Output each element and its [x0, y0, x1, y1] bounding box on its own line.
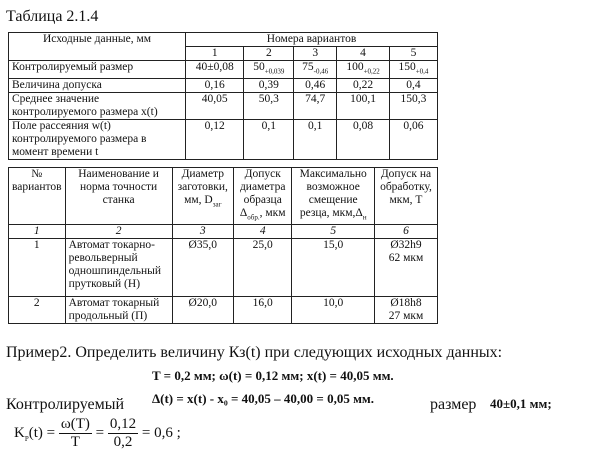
table-caption: Таблица 2.1.4 [6, 8, 99, 25]
table-row [9, 93, 438, 120]
header-machining: Допуск на обработку, мкм, Т [374, 168, 437, 225]
column-number: 5 [292, 225, 375, 239]
source-data-table [8, 32, 438, 160]
cell-value: 0,1 [294, 120, 337, 160]
column-number: 4 [233, 225, 292, 239]
cell-value: 0,08 [337, 120, 390, 160]
cell-value: $75_{-0,46}$ [294, 61, 337, 79]
variant-number: 3 [294, 47, 337, 61]
variant-number: 2 [244, 47, 294, 61]
cell-variant: 1 [9, 239, 66, 297]
header-shift: Максимально возможное смещение резца, $мкм,\Delta_н$ [292, 168, 375, 225]
header-variants: Номера вариантов [186, 33, 438, 47]
cell-shift: 15,0 [292, 239, 375, 297]
fraction-symbolic: $\frac{\omega(T)}{T}$ [60, 416, 90, 450]
cell-shift: 10,0 [292, 297, 375, 324]
machine-table [8, 167, 438, 324]
variant-number: 1 [186, 47, 244, 61]
cell-value: 150,3 [389, 93, 437, 120]
column-number: 3 [172, 225, 233, 239]
table-row [9, 239, 438, 297]
row-label: Величина допуска [9, 79, 186, 93]
header-tolerance: Допуск диаметра образца $\Delta_{обр.}$, мкм [233, 168, 292, 225]
formula-inputs: T = 0,2 мм; ω(t) = 0,12 мм; x(t) = 40,05 мм. [152, 368, 394, 383]
label-controlled: Контролируемый [6, 396, 125, 413]
cell-value: 74,7 [294, 93, 337, 120]
table-row [9, 120, 438, 160]
cell-value: 0,1 [244, 120, 294, 160]
cell-value: 0,16 [186, 79, 244, 93]
formula-delta: Δ(t) = x(t) - x₀ = 40,05 – 40,00 = 0,05 мм. [152, 391, 375, 406]
cell-value: 0,06 [389, 120, 437, 160]
cell-value: $100_{+0,22}$ [337, 61, 390, 79]
header-source-data: Исходные данные, мм [9, 33, 186, 61]
cell-value: 40,05 [186, 93, 244, 120]
example-heading: Пример2. Определить величину Кз(t) при следующих исходных данных: [6, 344, 503, 361]
cell-machine: Автомат токарный продольный (П) [65, 297, 172, 324]
size-value: 40±0,1 мм; [490, 396, 552, 411]
cell-diameter: Ø35,0 [172, 239, 233, 297]
variant-number: 5 [389, 47, 437, 61]
cell-value: 50,3 [244, 93, 294, 120]
cell-machining: Ø18h8 27 мкм [374, 297, 437, 324]
cell-value: $50_{+0,039}$ [244, 61, 294, 79]
cell-machining: Ø32h9 62 мкм [374, 239, 437, 297]
cell-tolerance: 16,0 [233, 297, 292, 324]
column-number: 1 [9, 225, 66, 239]
header-diameter: Диаметр заготовки, мм, $D_{заг}$ [172, 168, 233, 225]
cell-machine: Автомат токарно-револьверный одношпиндельный прутковый (Н) [65, 239, 172, 297]
variant-number: 4 [337, 47, 390, 61]
cell-tolerance: 25,0 [233, 239, 292, 297]
cell-value: $150_{+0,4}$ [389, 61, 437, 79]
header-machine-name: Наименование и норма точности станка [65, 168, 172, 225]
row-label: Среднее значение контролируемого размера x(t) [9, 93, 186, 120]
row-label: Контролируемый размер [9, 61, 186, 79]
table-row [9, 297, 438, 324]
cell-value: 0,12 [186, 120, 244, 160]
cell-value: 0,22 [337, 79, 390, 93]
cell-variant: 2 [9, 297, 66, 324]
header-variant-no: № вариантов [9, 168, 66, 225]
table-row [9, 79, 438, 93]
column-number: 6 [374, 225, 437, 239]
row-label: Поле рассеяния w(t) контролируемого размера в момент времени t [9, 120, 186, 160]
kp-formula: $K_P(t)$ = $\frac{\omega(T)}{T}$ = $\frac{0,12}{0,2}$ = 0,6 ; [14, 416, 181, 450]
column-number: 2 [65, 225, 172, 239]
fraction-numeric: $\frac{0,12}{0,2}$ [109, 416, 137, 450]
label-size: размер [430, 396, 477, 413]
table-row [9, 61, 438, 79]
cell-value: 0,39 [244, 79, 294, 93]
cell-diameter: Ø20,0 [172, 297, 233, 324]
cell-value: 0,46 [294, 79, 337, 93]
cell-value: 0,4 [389, 79, 437, 93]
cell-value: 100,1 [337, 93, 390, 120]
cell-value: 40±0,08 [186, 61, 244, 79]
